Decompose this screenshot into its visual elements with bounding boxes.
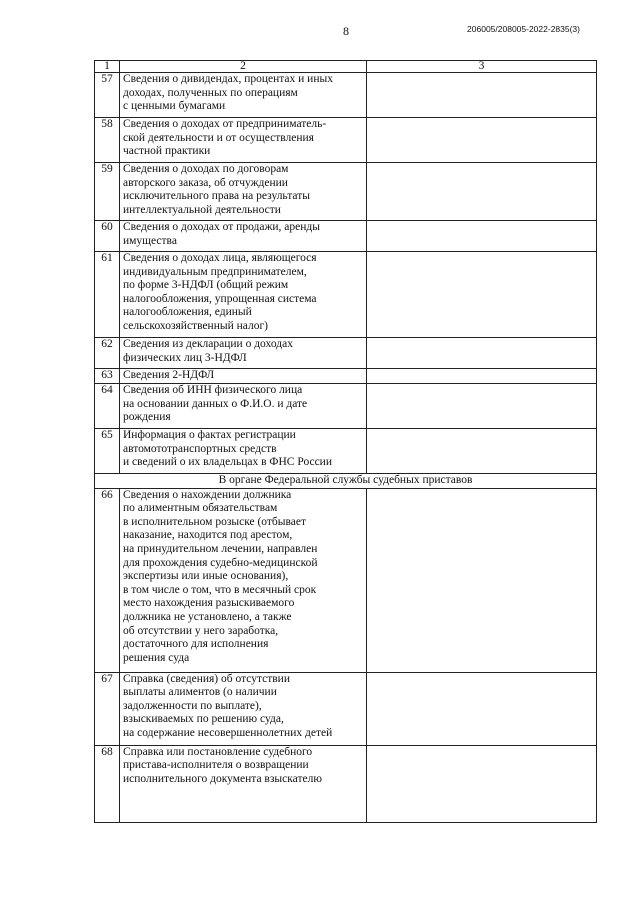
description-line: Информация о фактах регистрации [123,429,296,441]
table-row [95,429,597,474]
row-number: 60 [95,221,120,252]
table-row [95,338,597,369]
description-line: налогообложения, единый [123,306,252,319]
description-line: Сведения о доходах от предприниматель- [123,118,327,130]
row-value-cell [367,488,597,672]
row-value-cell [367,429,597,474]
description-line: на принудительном лечении, направлен [123,542,318,555]
description-line: сельскохозяйственный налог) [123,319,269,332]
description-line: имущества [123,234,177,247]
table-row [95,672,597,745]
row-description [120,488,367,672]
description-line: рождения [123,411,171,424]
description-line: индивидуальным предпринимателем, [123,265,307,278]
section-title: В органе Федеральной службы судебных приставов [95,474,597,489]
description-line: Сведения о доходах от продажи, аренды [123,221,320,233]
table-row [95,73,597,118]
description-line: частной практики [123,145,211,158]
description-line: Сведения о доходах по договорам [123,163,289,175]
row-number: 57 [95,73,120,118]
section-row [95,474,597,489]
document-table [94,60,597,823]
table-row [95,163,597,221]
description-line: в исполнительном розыске (отбывает [123,515,307,528]
row-number: 65 [95,429,120,474]
description-line: доходах, полученных по операциям [123,86,298,99]
description-line: на основании данных о Ф.И.О. и дате [123,397,308,410]
row-description [120,73,367,118]
row-number: 61 [95,252,120,338]
description-line: Сведения из декларации о доходах [123,338,293,350]
row-number: 59 [95,163,120,221]
description-line: авторского заказа, об отчуждении [123,176,288,189]
description-line: взыскиваемых по решению суда, [123,713,284,726]
description-line: пристава-исполнителя о возвращении [123,759,309,772]
description-line: выплаты алиментов (о наличии [123,686,277,699]
description-line: достаточного для исполнения [123,638,269,651]
description-line: и сведений о их владельцах в ФНС России [123,456,332,469]
column-header-3: 3 [367,61,597,73]
table-row [95,118,597,163]
row-description [120,369,367,384]
description-line: в том числе о том, что в месячный срок [123,583,317,596]
description-line: по форме 3-НДФЛ (общий режим [123,279,289,292]
row-number: 67 [95,672,120,745]
row-number: 63 [95,369,120,384]
row-value-cell [367,118,597,163]
row-number: 66 [95,488,120,672]
row-value-cell [367,252,597,338]
description-line: на содержание несовершеннолетних детей [123,726,333,739]
row-value-cell [367,369,597,384]
row-value-cell [367,745,597,822]
row-description [120,118,367,163]
row-description [120,745,367,822]
description-line: Справка (сведения) об отсутствии [123,672,290,685]
row-value-cell [367,73,597,118]
description-line: интеллектуальной деятельности [123,203,281,216]
table-header-row [95,61,597,73]
description-line: по алиментным обязательствам [123,502,278,515]
table-row [95,745,597,822]
row-value-cell [367,672,597,745]
row-number: 68 [95,745,120,822]
table-row [95,252,597,338]
description-line: Сведения 2-НДФЛ [123,369,215,381]
description-line: место нахождения разыскиваемого [123,597,295,610]
row-description [120,221,367,252]
description-line: задолженности по выплате), [123,699,262,712]
description-line: с ценными бумагами [123,100,226,113]
description-line: Сведения о дивидендах, процентах и иных [123,73,333,85]
description-line: автомототранспортных средств [123,442,277,455]
row-value-cell [367,163,597,221]
row-value-cell [367,384,597,429]
row-description [120,252,367,338]
description-line: Справка или постановление судебного [123,745,313,758]
row-description [120,384,367,429]
description-line: должника не установлено, а также [123,610,292,623]
description-line: физических лиц 3-НДФЛ [123,351,247,364]
table-row [95,221,597,252]
row-value-cell [367,338,597,369]
description-line: об отсутствии у него заработка, [123,624,279,637]
row-description [120,163,367,221]
row-number: 62 [95,338,120,369]
description-line: Сведения о нахождении должника [123,488,292,501]
row-description [120,338,367,369]
description-line: для прохождения судебно-медицинской [123,556,318,569]
row-value-cell [367,221,597,252]
description-line: Сведения о доходах лица, являющегося [123,252,317,264]
description-line: исключительного права на результаты [123,190,310,203]
column-header-1: 1 [95,61,120,73]
page-number: 8 [343,24,349,38]
table-row [95,384,597,429]
table-row [95,488,597,672]
description-line: исполнительного документа взыскателю [123,772,322,785]
description-line: экспертизы или иные основания), [123,570,289,583]
column-header-2: 2 [120,61,367,73]
row-description [120,429,367,474]
description-line: налогообложения, упрощенная система [123,292,317,305]
row-number: 58 [95,118,120,163]
description-line: ской деятельности и от осуществления [123,131,314,144]
document-code: 206005/208005-2022-2835(3) [467,24,580,34]
row-number: 64 [95,384,120,429]
description-line: Сведения об ИНН физического лица [123,384,303,396]
table-row [95,369,597,384]
row-description [120,672,367,745]
description-line: решения суда [123,651,190,664]
description-line: наказание, находится под арестом, [123,529,293,542]
